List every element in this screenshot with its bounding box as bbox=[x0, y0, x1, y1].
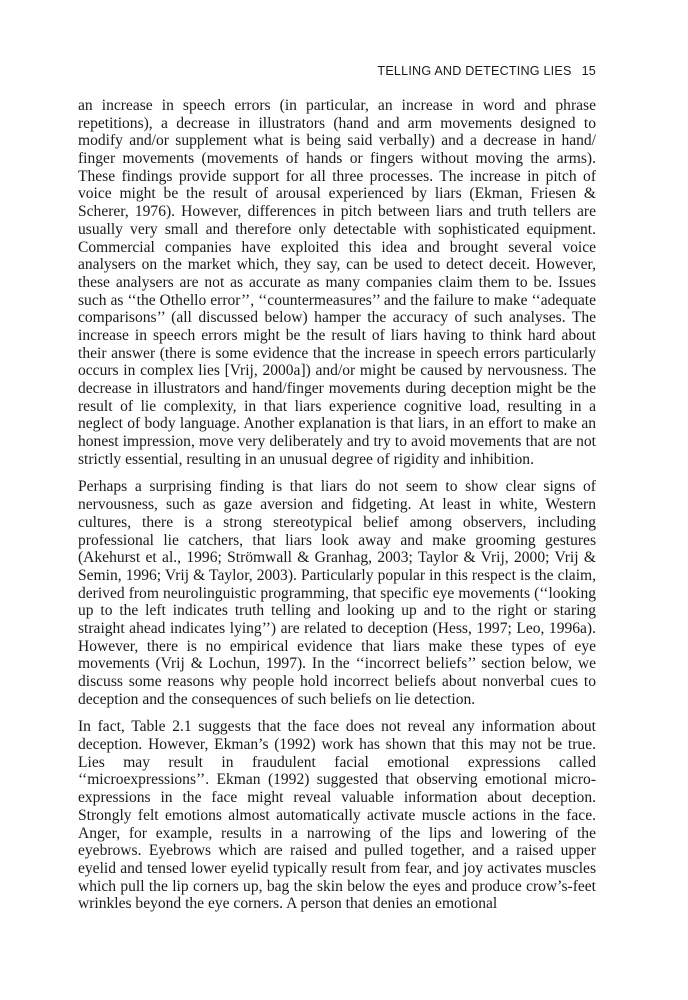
page-number: 15 bbox=[581, 64, 596, 78]
paragraph-3: In fact, Table 2.1 suggests that the face does not reveal any information about deception. However, Ekman’s (1992) work has shown that this may not be true. Lies may result in fraudulent facial emotional expressions called ‘‘microexpressions’’. Ekman (1992) suggested that observing emotional micro-​expressions in the face might reveal valuable information about deception. Strongly felt emotions almost automatically activate muscle actions in the face. Anger, for example, results in a narrowing of the lips and lowering of the eyebrows. Eyebrows which are raised and pulled together, and a raised upper eyelid and tensed lower eyelid typically result from fear, and joy activates muscles which pull the lip corners up, bag the skin below the eyes and produce crow’s-feet wrinkles beyond the eye corners. A person that denies an emotional bbox=[78, 718, 596, 913]
paragraph-1: an increase in speech errors (in particular, an increase in word and phrase repetitions), a decrease in illustrators (hand and arm movements designed to modify and/or supplement what is being said verbally) and a decrease in hand/​finger movements (movements of hands or fingers without moving the arms). These findings provide support for all three processes. The increase in pitch of voice might be the result of arousal experienced by liars (Ekman, Friesen & Scherer, 1976). However, differences in pitch between liars and truth tellers are usually very small and therefore only detectable with sophisticated equipment. Commercial companies have exploited this idea and brought several voice analysers on the market which, they say, can be used to detect deceit. However, these analysers are not as accurate as many companies claim them to be. Issues such as ‘‘the Othello error’’, ‘‘countermeasures’’ and the failure to make ‘‘adequate comparisons’’ (all discussed below) hamper the accuracy of such analyses. The increase in speech errors might be the result of liars having to think hard about their answer (there is some evidence that the increase in speech errors particularly occurs in complex lies [Vrij, 2000a]) and/or might be caused by nervousness. The decrease in illustrators and hand/finger movements during deception might be the result of lie complexity, in that liars experience cognitive load, resulting in a neglect of body language. Another explanation is that liars, in an effort to make an honest impression, move very deliberately and try to avoid movements that are not strictly essential, resulting in an unusual degree of rigidity and inhibition. bbox=[78, 97, 596, 468]
body-text bbox=[78, 97, 596, 923]
paragraph-2: Perhaps a surprising finding is that liars do not seem to show clear signs of nervousness, such as gaze aversion and fidgeting. At least in white, Western cultures, there is a strong stereotypical belief among observers, including professional lie catchers, that liars look away and make grooming gestures (Akehurst et al., 1996; Strömwall & Granhag, 2003; Taylor & Vrij, 2000; Vrij & Semin, 1996; Vrij & Taylor, 2003). Particularly popular in this respect is the claim, derived from neurolinguistic programming, that specific eye movements (‘‘looking up to the left indicates truth telling and looking up and to the right or staring straight ahead indicates lying’’) are related to deception (Hess, 1997; Leo, 1996a). However, there is no empirical evidence that liars make these types of eye movements (Vrij & Lochun, 1997). In the ‘‘incorrect beliefs’’ section below, we discuss some reasons why people hold incorrect beliefs about nonverbal cues to deception and the consequences of such beliefs on lie detection. bbox=[78, 478, 596, 708]
running-header bbox=[377, 64, 596, 78]
running-title: TELLING AND DETECTING LIES bbox=[377, 64, 572, 78]
